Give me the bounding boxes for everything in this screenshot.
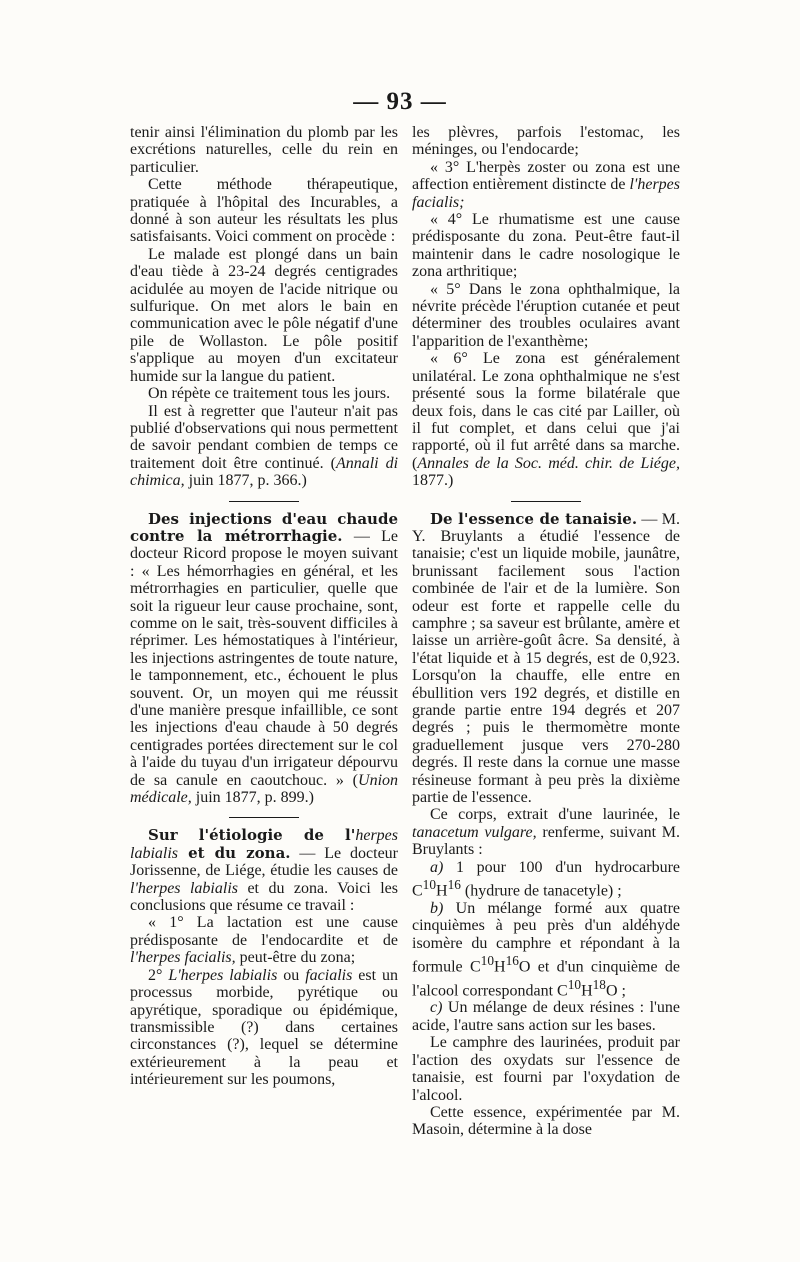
item-text: H xyxy=(581,982,593,1000)
conclusion-item: « 5° Dans le zona ophthalmique, la névrite précède l'éruption cutanée et peut déterminer des troubles oculaires avant l'apparition de l'exanthème; xyxy=(412,280,680,350)
list-item xyxy=(412,999,680,1034)
conclusion-text-end: est un processus morbide, pyrétique ou apyrétique, sporadique ou épidémique, transmissible (?) dans certaines circonstances (?), lequel se détermine extérieurement à la peau et intérieurement sur les poumons, xyxy=(130,966,398,1089)
article-text: — Le docteur Jorissenne, de Liége, étudie les causes de xyxy=(130,844,398,880)
conclusion-text: « 1° La lactation est une cause prédisposante de l'endocardite et de xyxy=(130,914,398,949)
article-heading: Sur l'étiologie de l' xyxy=(148,826,356,845)
article-paragraph xyxy=(130,511,398,807)
formula-sup: 10 xyxy=(422,877,436,893)
conclusion-item xyxy=(130,967,398,1089)
left-column xyxy=(130,124,398,1089)
article-heading-italic: herpes labialis xyxy=(130,827,398,862)
conclusion-text-end: peut-être du zona; xyxy=(235,949,356,967)
item-text: H xyxy=(436,882,448,900)
section-divider xyxy=(229,501,299,502)
conclusion-item xyxy=(412,350,680,489)
item-label: b) xyxy=(430,899,444,917)
conclusion-text: ou xyxy=(277,966,306,984)
source-detail: juin 1877, p. 366.) xyxy=(184,472,307,490)
paragraph-italic: tanacetum vulgare, xyxy=(412,823,537,841)
formula-sup: 18 xyxy=(592,976,606,992)
source-title: Union médicale, xyxy=(130,771,399,807)
item-text: (hydrure de tanacetyle) ; xyxy=(460,882,622,900)
right-column xyxy=(412,124,680,1139)
section-divider xyxy=(229,817,299,818)
item-text: H xyxy=(494,958,506,976)
paragraph-text: Ce corps, extrait d'une laurinée, le xyxy=(430,806,680,824)
source-title: Annales de la Soc. méd. chir. de Liége, xyxy=(417,454,680,472)
conclusion-item xyxy=(130,914,398,966)
formula-sup: 10 xyxy=(567,976,582,992)
section-divider xyxy=(511,501,581,502)
paragraph: Cette essence, expérimentée par M. Masoin, détermine à la dose xyxy=(412,1103,680,1139)
paragraph: On répète ce traitement tous les jours. xyxy=(148,385,391,403)
conclusion-item: « 4° Le rhumatisme est une cause prédisposante du zona. Peut-être faut-il maintenir dans le cadre nosologique le zona arthritique; xyxy=(412,211,680,281)
conclusion-text: « 3° L'herpès zoster ou zona est une affection entièrement distincte de xyxy=(412,158,680,194)
article-text-end: et du zona. Voici les conclusions que résume ce travail : xyxy=(130,879,399,915)
article-heading: Des injections d'eau chaude contre la métrorrhagie. xyxy=(130,509,398,545)
conclusion-italic: L'herpes labialis xyxy=(168,966,278,984)
paragraph-text-end: renferme, suivant M. Bruylants : xyxy=(412,823,680,859)
paragraph: les plèvres, parfois l'estomac, les méninges, ou l'endocarde; xyxy=(412,124,680,159)
paragraph-text: Il est à regretter que l'auteur n'ait pas publié d'observations qui nous permettent de savoir pendant combien de temps ce traitement doit être continué. xyxy=(130,402,398,472)
source-detail: juin 1877, p. 899.) xyxy=(191,789,314,807)
article-text: — M. Y. Bruylants a étudié l'essence de tanaisie; c'est un liquide mobile, jaunâtre, brunissant facilement sous l'action combinée de l'air et de la lumière. Son odeur est forte et rappelle celle du camphre ; sa saveur est brûlante, amère et laisse un arrière-goût âcre. Sa densité, à l'état liquide et à 15 degrés, est de 0,923. Lorsqu'on la chauffe, elle entre en ébullition vers 192 degrés, et distille en grande partie entre 194 degrés et 207 degrés ; puis le thermomètre monte graduellement jusque vers 270-280 degrés. Il reste dans la cornue une masse résineuse formant à peu près la dixième partie de l'essence. xyxy=(412,510,681,807)
item-text: Un mélange formé aux quatre cinquièmes à peu près d'un aldéhyde isomère du camphre et répondant à la formule C xyxy=(412,899,680,976)
item-label: c) xyxy=(430,999,443,1017)
source-open: ( xyxy=(343,771,359,789)
article-paragraph xyxy=(130,827,398,914)
paragraph: Cette méthode thérapeutique, pratiquée à l'hôpital des Incurables, a donné à son auteur les résultats les plus satisfaisants. Voici comment on procède : xyxy=(130,176,398,246)
article-text: — Le docteur Ricord propose le moyen suivant : « Les hémorrhagies en général, et les métrorrhagies en particulier, quelle que soit la rigueur leur cause prochaine, sont, comme on le sait, très-souvent difficiles à réprimer. Les hémostatiques à l'intérieur, les injections astringentes de toute nature, le tamponnement, etc., échouent le plus souvent. Or, un moyen qui me réussit d'une manière presque infaillible, ce sont les injections d'eau chaude à 50 degrés centigrades portées directement sur le col à l'aide du tuyau d'un irrigateur dépourvu de sa canule en caoutchouc. » xyxy=(130,527,399,789)
page-number: — 93 — xyxy=(353,88,447,115)
paragraph xyxy=(130,403,398,490)
formula-sup: 16 xyxy=(447,877,461,893)
formula-sup: 16 xyxy=(505,953,519,969)
item-text: 1 pour 100 d'un hydrocarbure C xyxy=(412,858,680,900)
item-text: O ; xyxy=(605,982,626,1000)
item-text: O et d'un cinquième de l'alcool correspondant C xyxy=(412,958,680,1000)
conclusion-number: 2° xyxy=(148,966,169,984)
conclusion-italic: facialis xyxy=(305,966,353,984)
article-heading: De l'essence de tanaisie. xyxy=(430,509,638,528)
list-item xyxy=(412,900,680,1000)
paragraph: Le camphre des laurinées, produit par l'action des oxydats sur l'essence de tanaisie, est fourni par l'oxydation de l'alcool. xyxy=(412,1034,680,1104)
conclusion-item xyxy=(412,159,680,211)
source-detail: 1877.) xyxy=(412,472,454,490)
paragraph xyxy=(412,806,680,858)
article-paragraph xyxy=(412,511,680,807)
source-open: ( xyxy=(412,454,418,472)
list-item xyxy=(412,859,680,900)
article-text-italic: l'herpes labialis xyxy=(130,879,238,897)
paragraph: Le malade est plongé dans un bain d'eau tiède à 23-24 degrés centigrades acidulée au moyen de l'acide nitrique ou sulfurique. On met alors le bain en communication avec le pôle négatif d'une pile de Wollaston. Le pôle positif s'applique au moyen d'un excitateur humide sur la langue du patient. xyxy=(130,245,398,385)
item-text: Un mélange de deux résines : l'une acide, l'autre sans action sur les bases. xyxy=(412,999,680,1034)
source-open: ( xyxy=(323,454,336,472)
conclusion-italic: l'herpes facialis; xyxy=(412,176,680,211)
article-heading-end: et du zona. xyxy=(178,843,291,862)
conclusion-text: « 6° Le zona est généralement unilatéral. Le zona ophthalmique ne s'est présenté sous la forme bilatérale que deux fois, dans le cas cité par Lailler, où il fut complet, et dans celui que j'ai rapporté, où il fut arrêté dans sa marche. xyxy=(412,350,680,455)
formula-sup: 10 xyxy=(480,953,494,969)
paragraph: tenir ainsi l'élimination du plomb par les excrétions naturelles, celle du rein en particulier. xyxy=(130,124,398,176)
source-title: Annali di chimica, xyxy=(130,454,399,490)
conclusion-italic: l'herpes facialis, xyxy=(130,949,236,967)
item-label: a) xyxy=(430,858,444,876)
